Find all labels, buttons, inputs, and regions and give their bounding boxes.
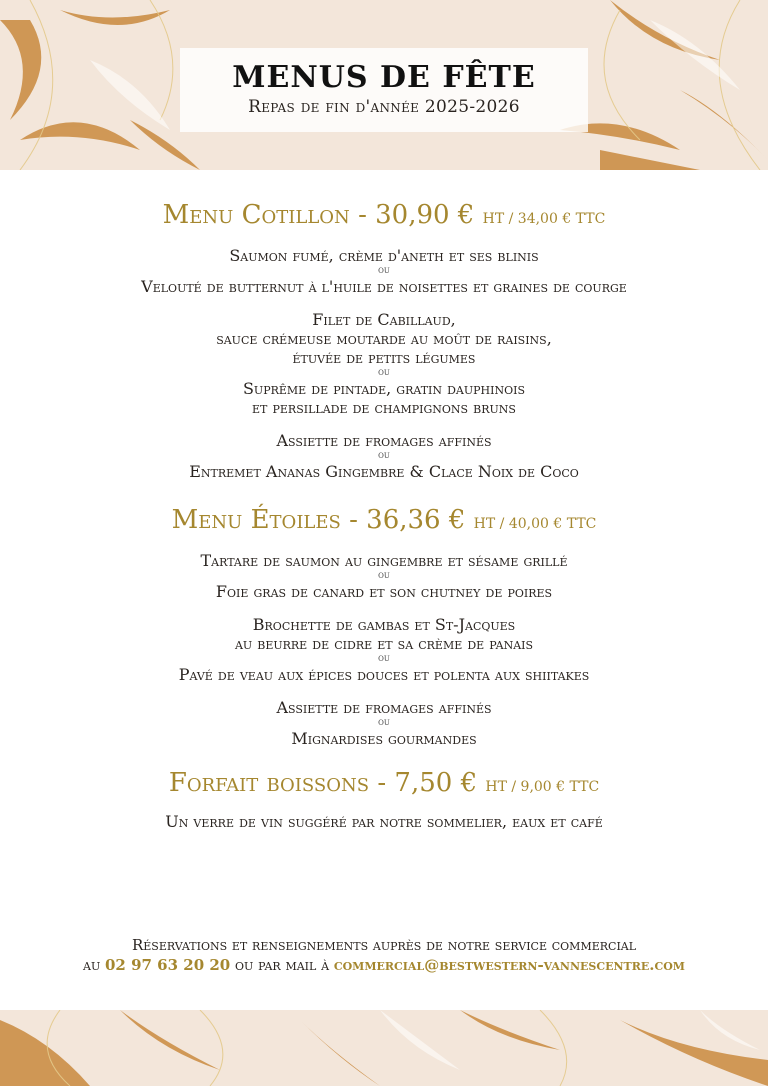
footer-line2 [0,955,768,975]
dish: Saumon fumé, crème d'aneth et ses blinis [229,246,539,265]
course-group [0,246,768,296]
menu-cotillon [0,198,768,481]
course-group [0,551,768,601]
dish: Foie gras de canard et son chutney de poires [215,582,553,601]
menu-name: Forfait boissons - 7,50 € [168,768,478,798]
menu-name: Menu Cotillon - 30,90 € [162,200,475,230]
menu-title [0,503,768,541]
menu-price-suffix: HT / 34,00 € TTC [482,211,606,227]
footer-leaf-banner [0,1010,768,1086]
dish: Pavé de veau aux épices douces et polenta aux shiitakes [178,665,590,684]
palm-leaves-decoration [0,1010,768,1086]
course-group [0,310,768,417]
menus-content [0,198,768,849]
reservation-footer [0,935,768,975]
menu-title [0,766,768,804]
footer-prefix: au [83,956,105,974]
phone-number[interactable]: 02 97 63 20 20 [104,956,231,974]
dish: au beurre de cidre et sa crème de panais [234,634,534,653]
course-group [0,431,768,481]
dish: Suprême de pintade, gratin dauphinois [242,379,526,398]
menu-title [0,198,768,236]
email-link[interactable]: commercial@bestwestern-vannescentre.com [333,956,685,974]
footer-middle: ou par mail à [230,956,334,974]
page-subtitle: Repas de fin d'année 2025-2026 [248,97,520,117]
or-separator: ou [378,653,390,664]
dish: Filet de Cabillaud, [312,310,456,329]
dish: Tartare de saumon au gingembre et sésame grillé [200,551,568,570]
course-group [0,698,768,748]
dish: étuvée de petits légumes [292,348,476,367]
or-separator: ou [378,570,390,581]
or-separator: ou [378,450,390,461]
dish: Un verre de vin suggéré par notre sommelier, eaux et café [165,812,603,831]
dish: Brochette de gambas et St-Jacques [252,615,516,634]
forfait-boissons [0,766,768,831]
course-group [0,615,768,684]
dish: Assiette de fromages affinés [276,431,492,450]
or-separator: ou [378,367,390,378]
menu-price-suffix: HT / 9,00 € TTC [485,779,600,795]
footer-line1: Réservations et renseignements auprès de notre service commercial [131,936,637,954]
menu-etoiles [0,503,768,748]
dish: sauce crémeuse moutarde au moût de raisins, [216,329,552,348]
menu-price-suffix: HT / 40,00 € TTC [473,516,597,532]
header-leaf-banner [0,0,768,170]
dish: Entremet Ananas Gingembre & Clace Noix de Coco [189,462,579,481]
dish: Velouté de butternut à l'huile de noisettes et graines de courge [141,277,627,296]
or-separator: ou [378,265,390,276]
or-separator: ou [378,717,390,728]
course-group [0,812,768,831]
page-title: MENUS DE FÊTE [232,60,536,95]
dish: Mignardises gourmandes [291,729,477,748]
title-box [180,48,588,132]
dish: Assiette de fromages affinés [276,698,492,717]
menu-name: Menu Étoiles - 36,36 € [171,505,466,535]
dish: et persillade de champignons bruns [252,398,516,417]
